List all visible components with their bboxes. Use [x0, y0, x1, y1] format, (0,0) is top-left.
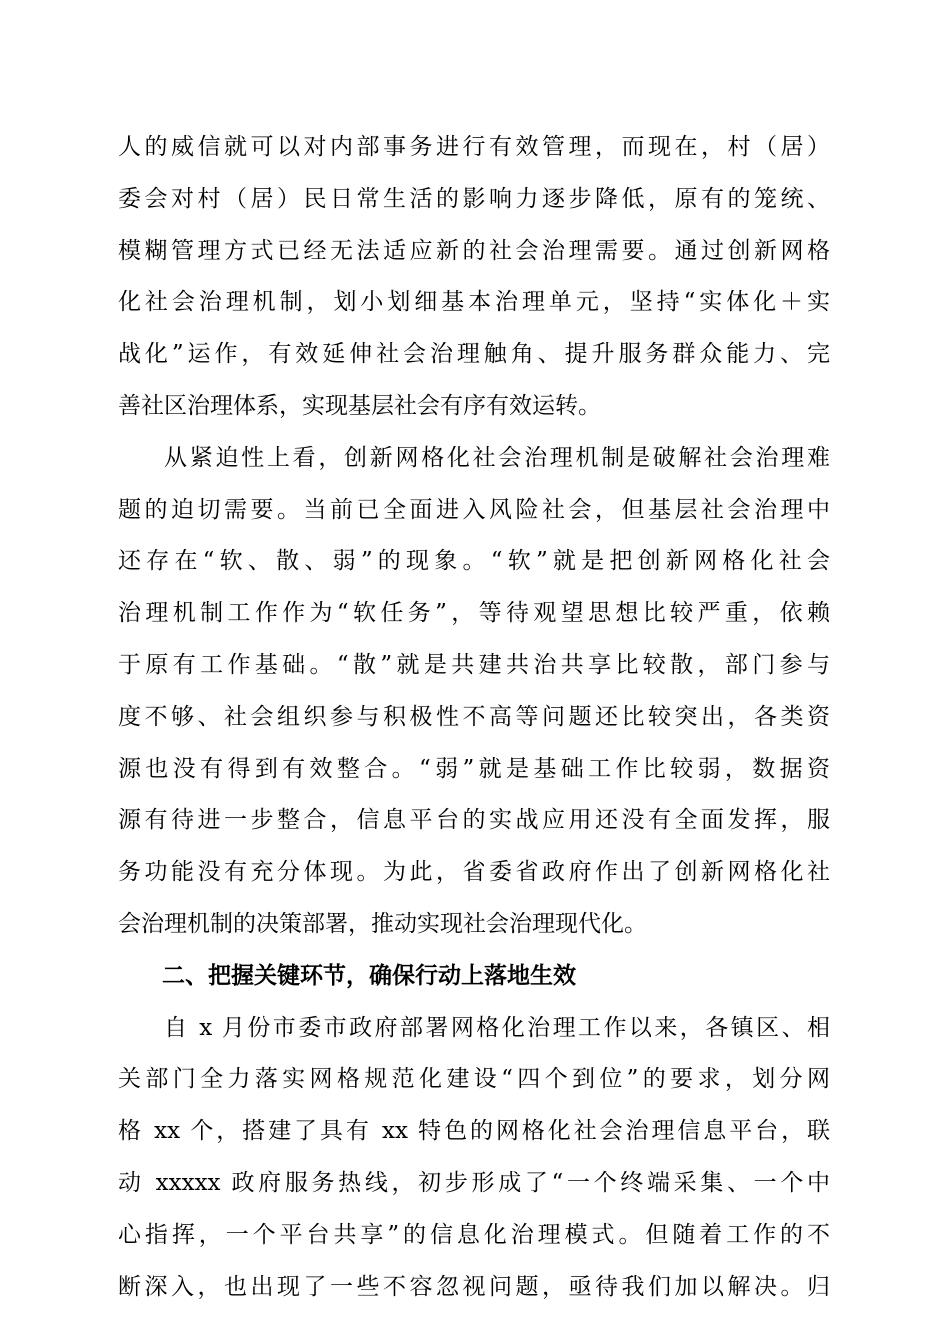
paragraph-line: 心指挥，一个平台共享”的信息化治理模式。但随着工作的不	[118, 1221, 830, 1248]
paragraph-line: 于原有工作基础。“散”就是共建共治共享比较散，部门参与	[118, 651, 830, 678]
paragraph-line: 会治理机制的决策部署，推动实现社会治理现代化。	[118, 910, 647, 937]
paragraph-line: 模糊管理方式已经无法适应新的社会治理需要。通过创新网格	[118, 237, 830, 264]
paragraph-line: 委会对村（居）民日常生活的影响力逐步降低，原有的笼统、	[118, 185, 830, 212]
paragraph-line: 断深入，也出现了一些不容忽视问题，亟待我们加以解决。归	[118, 1273, 830, 1300]
document-body	[118, 122, 830, 1313]
paragraph-line: 从紧迫性上看，创新网格化社会治理机制是破解社会治理难	[164, 444, 830, 471]
paragraph-line: 人的威信就可以对内部事务进行有效管理，而现在，村（居）	[118, 134, 830, 160]
paragraph-line: 自 x 月份市委市政府部署网格化治理工作以来，各镇区、相	[164, 1014, 830, 1041]
paragraph-line: 源也没有得到有效整合。“弱”就是基础工作比较弱，数据资	[118, 755, 830, 782]
paragraph-line: 还存在“软、散、弱”的现象。“软”就是把创新网格化社会	[118, 548, 830, 575]
paragraph-line: 治理机制工作作为“软任务”，等待观望思想比较严重，依赖	[118, 600, 830, 627]
paragraph-line: 动 xxxxx 政府服务热线，初步形成了“一个终端采集、一个中	[118, 1169, 830, 1196]
section-heading: 二、把握关键环节，确保行动上落地生效	[162, 962, 576, 989]
paragraph-1	[118, 122, 830, 433]
paragraph-line: 善社区治理体系，实现基层社会有序有效运转。	[118, 392, 601, 419]
paragraph-2	[118, 433, 830, 951]
paragraph-line: 格 xx 个，搭建了具有 xx 特色的网格化社会治理信息平台，联	[118, 1118, 830, 1145]
paragraph-line: 源有待进一步整合，信息平台的实战应用还没有全面发挥，服	[118, 807, 830, 834]
paragraph-3	[118, 1003, 830, 1314]
paragraph-line: 务功能没有充分体现。为此，省委省政府作出了创新网格化社	[118, 859, 830, 886]
paragraph-line: 题的迫切需要。当前已全面进入风险社会，但基层社会治理中	[118, 496, 830, 523]
paragraph-line: 化社会治理机制，划小划细基本治理单元，坚持“实体化＋实	[118, 289, 830, 316]
paragraph-line: 关部门全力落实网格规范化建设“四个到位”的要求，划分网	[118, 1066, 830, 1093]
paragraph-line: 战化”运作，有效延伸社会治理触角、提升服务群众能力、完	[118, 341, 830, 368]
paragraph-line: 度不够、社会组织参与积极性不高等问题还比较突出，各类资	[118, 703, 830, 730]
